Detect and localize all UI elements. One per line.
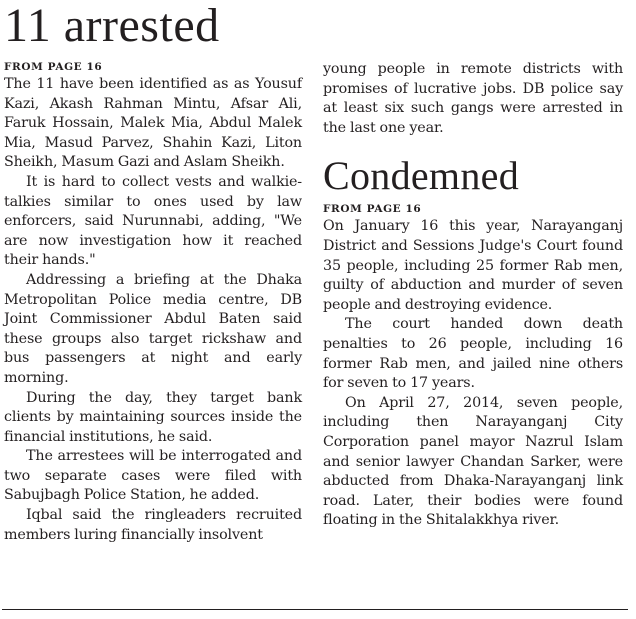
left-paragraph-3: Addressing a briefing at the Dhaka Metropolitan Police media centre, DB Joint Commissioner Abdul Baten said these groups also target rickshaw and bus passengers at night and early morning. <box>4 271 302 386</box>
left-paragraph-6: Iqbal said the ringleaders recruited members luring financially insolvent <box>4 507 302 543</box>
left-column <box>4 60 302 545</box>
right-column <box>323 60 623 531</box>
right-paragraph-1: On January 16 this year, Narayanganj District and Sessions Judge's Court found 35 people, including 25 former Rab men, guilty of abduction and murder of seven people and destroying evidence. <box>323 218 623 313</box>
article-headline-condemned: Condemned <box>323 153 520 199</box>
right-kicker: FROM PAGE 16 <box>323 203 422 216</box>
left-paragraph-1: The 11 have been identified as as Yousuf Kazi, Akash Rahman Mintu, Afsar Ali, Faruk Hossain, Malek Mia, Abdul Malek Mia, Masud Parvez, Shahin Kazi, Liton Sheikh, Masum Gazi and Aslam Sheikh. <box>4 76 302 171</box>
article-headline-11-arrested: 11 arrested <box>4 0 220 52</box>
bottom-rule <box>2 609 628 610</box>
left-kicker: FROM PAGE 16 <box>4 61 103 73</box>
left-article-continuation: young people in remote districts with promises of lucrative jobs. DB police say at least six such gangs were arrested in the last one year. <box>323 61 623 136</box>
left-paragraph-5: The arrestees will be interrogated and two separate cases were filed with Sabujbagh Police Station, he added. <box>4 448 302 504</box>
left-paragraph-4: During the day, they target bank clients by maintaining sources inside the financial institutions, he said. <box>4 389 302 445</box>
left-paragraph-2: It is hard to collect vests and walkie-talkies similar to ones used by law enforcers, said Nurunnabi, adding, "We are now investigation how it reached their hands." <box>4 173 302 269</box>
right-paragraph-3: On April 27, 2014, seven people, including then Narayanganj City Corporation panel mayor Nazrul Islam and senior lawyer Chandan Sarker, were abducted from Dhaka-Narayanganj link road. Later, their bodies were found floating in the Shitalakkhya river. <box>323 394 623 529</box>
right-paragraph-2: The court handed down death penalties to 26 people, including 16 former Rab men, and jailed nine others for seven to 17 years. <box>323 316 623 392</box>
